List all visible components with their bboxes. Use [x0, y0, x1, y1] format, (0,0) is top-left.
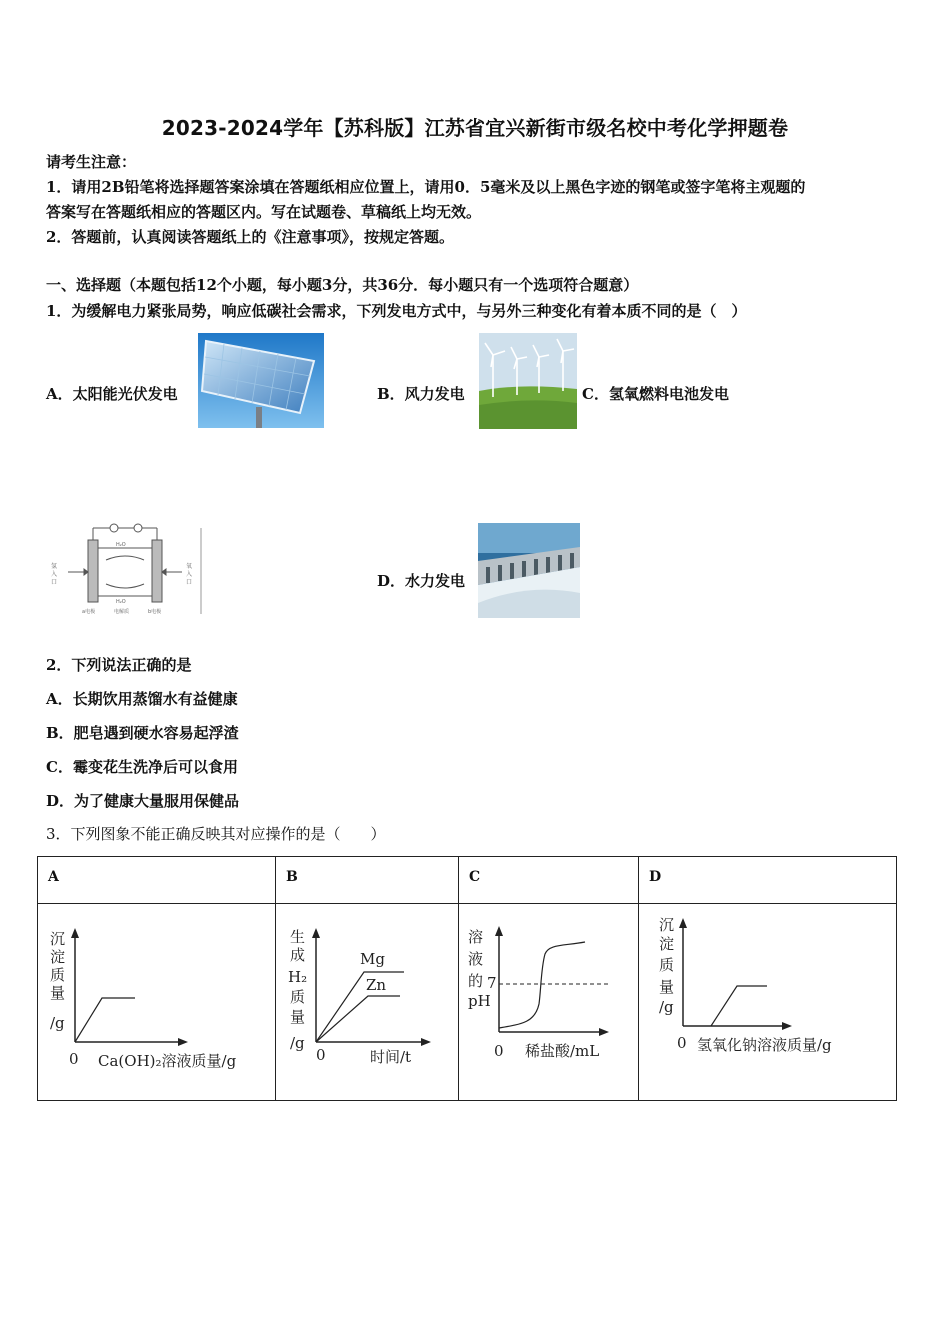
q3-graph-c	[459, 904, 639, 1101]
q2-option-a: A．长期饮用蒸馏水有益健康	[46, 690, 238, 708]
q3-header-c: C	[459, 857, 639, 904]
graph-b-line-zn: Zn	[366, 976, 387, 994]
svg-text:氢: 氢	[51, 563, 58, 570]
q3-graph-table	[37, 856, 897, 1101]
graph-c-ylabel-0: 溶	[468, 928, 484, 946]
graph-d-ylabel-4: /g	[659, 998, 674, 1016]
graph-b-ylabel-5: /g	[290, 1034, 305, 1052]
hydropower-dam-image	[478, 523, 580, 618]
graph-a-xlabel: Ca(OH)₂溶液质量/g	[98, 1052, 237, 1070]
wind-turbine-image	[479, 333, 577, 429]
svg-text:H₂O: H₂O	[116, 599, 126, 605]
page-title: 2023-2024学年【苏科版】江苏省宜兴新街市级名校中考化学押题卷	[161, 116, 789, 140]
q1-option-b: B．风力发电	[377, 385, 465, 403]
graph-d-ylabel-0: 沉	[659, 916, 675, 934]
q1-stem: 1．为缓解电力紧张局势，响应低碳社会需求，下列发电方式中，与另外三种变化有着本质不同的是（ ）	[46, 302, 747, 320]
svg-text:b电极: b电极	[148, 609, 162, 615]
graph-d-ylabel-2: 质	[659, 956, 675, 974]
q3-header-b: B	[276, 857, 459, 904]
graph-d-origin: 0	[677, 1034, 687, 1052]
q3-header-d: D	[639, 857, 897, 904]
q2-option-d: D．为了健康大量服用保健品	[46, 792, 240, 810]
graph-a-ylabel-4: /g	[50, 1014, 65, 1032]
graph-c-ylabel-3: pH	[468, 992, 491, 1010]
svg-text:氧: 氧	[186, 563, 193, 570]
graph-a-origin: 0	[69, 1050, 79, 1068]
q1-option-a: A．太阳能光伏发电	[46, 385, 178, 403]
svg-text:H₂O: H₂O	[116, 542, 126, 548]
svg-text:口: 口	[186, 579, 193, 586]
notice-item1-line1: 1．请用2B铅笔将选择题答案涂填在答题纸相应位置上，请用0．5毫米及以上黑色字迹的钢笔或签字笔将主观题的	[46, 178, 806, 196]
graph-c-xlabel: 稀盐酸/mL	[525, 1042, 600, 1060]
notice-heading: 请考生注意：	[46, 153, 137, 171]
graph-d-ylabel-1: 淀	[659, 935, 675, 953]
graph-b-ylabel-4: 量	[290, 1008, 306, 1026]
svg-text:入: 入	[186, 571, 193, 578]
graph-a-ylabel-0: 沉	[50, 930, 66, 948]
graph-b-origin: 0	[316, 1046, 326, 1064]
q2-option-c: C．霉变花生洗净后可以食用	[46, 758, 238, 776]
graph-c-ylabel-1: 液	[468, 950, 484, 968]
fuel-cell-diagram	[48, 520, 204, 618]
q1-option-c: C．氢氧燃料电池发电	[582, 385, 729, 403]
svg-text:入: 入	[51, 571, 58, 578]
q3-graph-a	[38, 904, 276, 1101]
svg-text:口: 口	[51, 579, 58, 586]
graph-c-ylabel-2: 的	[468, 972, 484, 990]
graph-a-ylabel-3: 量	[50, 984, 66, 1002]
graph-b-ylabel-2: H₂	[288, 968, 308, 986]
graph-a-ylabel-2: 质	[50, 966, 66, 984]
graph-a-ylabel-1: 淀	[50, 948, 66, 966]
graph-c-origin: 0	[494, 1042, 504, 1060]
graph-b-ylabel-3: 质	[290, 988, 306, 1006]
graph-b-ylabel-1: 成	[290, 946, 306, 964]
notice-item1-line2: 答案写在答题纸相应的答题区内。写在试题卷、草稿纸上均无效。	[46, 203, 482, 221]
q2-option-b: B．肥皂遇到硬水容易起浮渣	[46, 724, 239, 742]
svg-text:a电极: a电极	[82, 609, 96, 615]
q3-header-a: A	[38, 857, 276, 904]
q3-graph-d	[639, 904, 897, 1101]
graph-d-xlabel: 氢氧化钠溶液质量/g	[697, 1036, 832, 1054]
notice-item2: 2．答题前，认真阅读答题纸上的《注意事项》，按规定答题。	[46, 228, 454, 246]
q3-graph-b	[276, 904, 459, 1101]
graph-b-ylabel-0: 生	[290, 928, 306, 946]
section-heading: 一、选择题（本题包括12个小题，每小题3分，共36分．每小题只有一个选项符合题意）	[46, 276, 639, 294]
graph-b-xlabel: 时间/t	[370, 1048, 412, 1066]
solar-panel-image	[198, 333, 324, 428]
graph-b-line-mg: Mg	[360, 950, 385, 968]
q3-stem: 3．下列图象不能正确反映其对应操作的是（ ）	[46, 825, 386, 843]
graph-d-ylabel-3: 量	[659, 978, 675, 996]
svg-text:电解质: 电解质	[114, 609, 130, 615]
q1-option-d: D．水力发电	[377, 572, 466, 590]
graph-c-tick-7: 7	[487, 974, 497, 992]
q2-stem: 2．下列说法正确的是	[46, 656, 192, 674]
